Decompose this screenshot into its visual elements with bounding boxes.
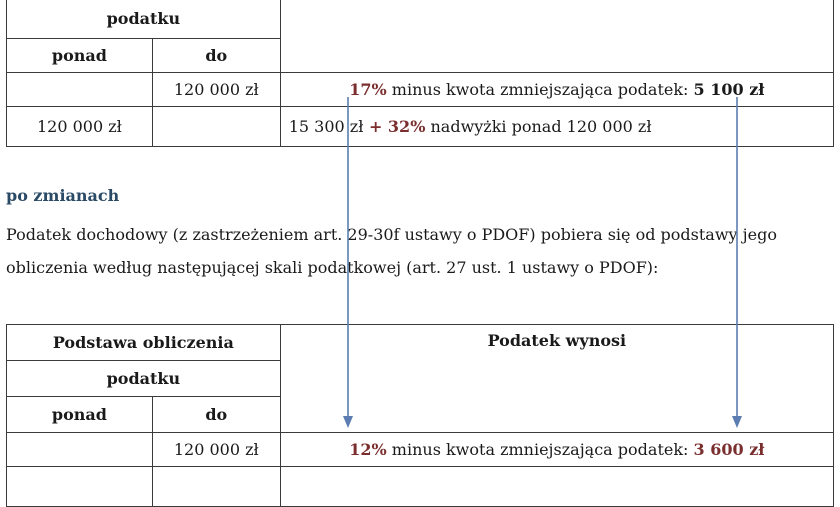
- cell-tax: [280, 107, 833, 147]
- col-to-header: do: [152, 397, 280, 433]
- header-tax-cell: [280, 0, 833, 73]
- header-base-partial: podatku: [7, 0, 281, 39]
- header-tax: Podatek wynosi: [280, 325, 833, 433]
- paragraph-line-2: obliczenia według następującej skali podatkowej (art. 27 ust. 1 ustawy o PDOF):: [6, 258, 659, 277]
- tax-text: minus kwota zmniejszająca podatek:: [386, 440, 694, 459]
- cell-over: 120 000 zł: [7, 107, 153, 147]
- cell-to: [152, 107, 280, 147]
- rate-value: 12%: [349, 440, 387, 459]
- rate-value: 17%: [349, 80, 387, 99]
- cell-over: [7, 73, 153, 107]
- cell-to: 120 000 zł: [152, 73, 280, 107]
- reduction-amount: 5 100 zł: [693, 80, 765, 99]
- col-over-header: ponad: [7, 39, 153, 73]
- table-row: [7, 433, 834, 467]
- rate-value: + 32%: [363, 117, 426, 136]
- cell-over: [7, 467, 153, 507]
- cell-tax: [280, 73, 833, 107]
- cell-tax: [280, 467, 833, 507]
- tax-text: nadwyżki ponad 120 000 zł: [425, 117, 652, 136]
- table-row: [7, 73, 834, 107]
- table-row: [7, 107, 834, 147]
- cell-over: [7, 433, 153, 467]
- cell-to: 120 000 zł: [152, 433, 280, 467]
- paragraph-line-1: Podatek dochodowy (z zastrzeżeniem art. 29-30f ustawy o PDOF) pobiera się od podstawy jego: [6, 225, 777, 244]
- tax-text: minus kwota zmniejszająca podatek:: [386, 80, 694, 99]
- table-row: [7, 467, 834, 507]
- col-over-header: ponad: [7, 397, 153, 433]
- col-to-header: do: [152, 39, 280, 73]
- reduction-amount: 3 600 zł: [693, 440, 765, 459]
- tax-table-before: [6, 0, 834, 147]
- header-base-line1: Podstawa obliczenia: [7, 325, 281, 361]
- section-title: po zmianach: [6, 186, 120, 205]
- cell-tax: [280, 433, 833, 467]
- cell-to: [152, 467, 280, 507]
- header-base-line2: podatku: [7, 361, 281, 397]
- base-amount: 15 300 zł: [288, 117, 364, 136]
